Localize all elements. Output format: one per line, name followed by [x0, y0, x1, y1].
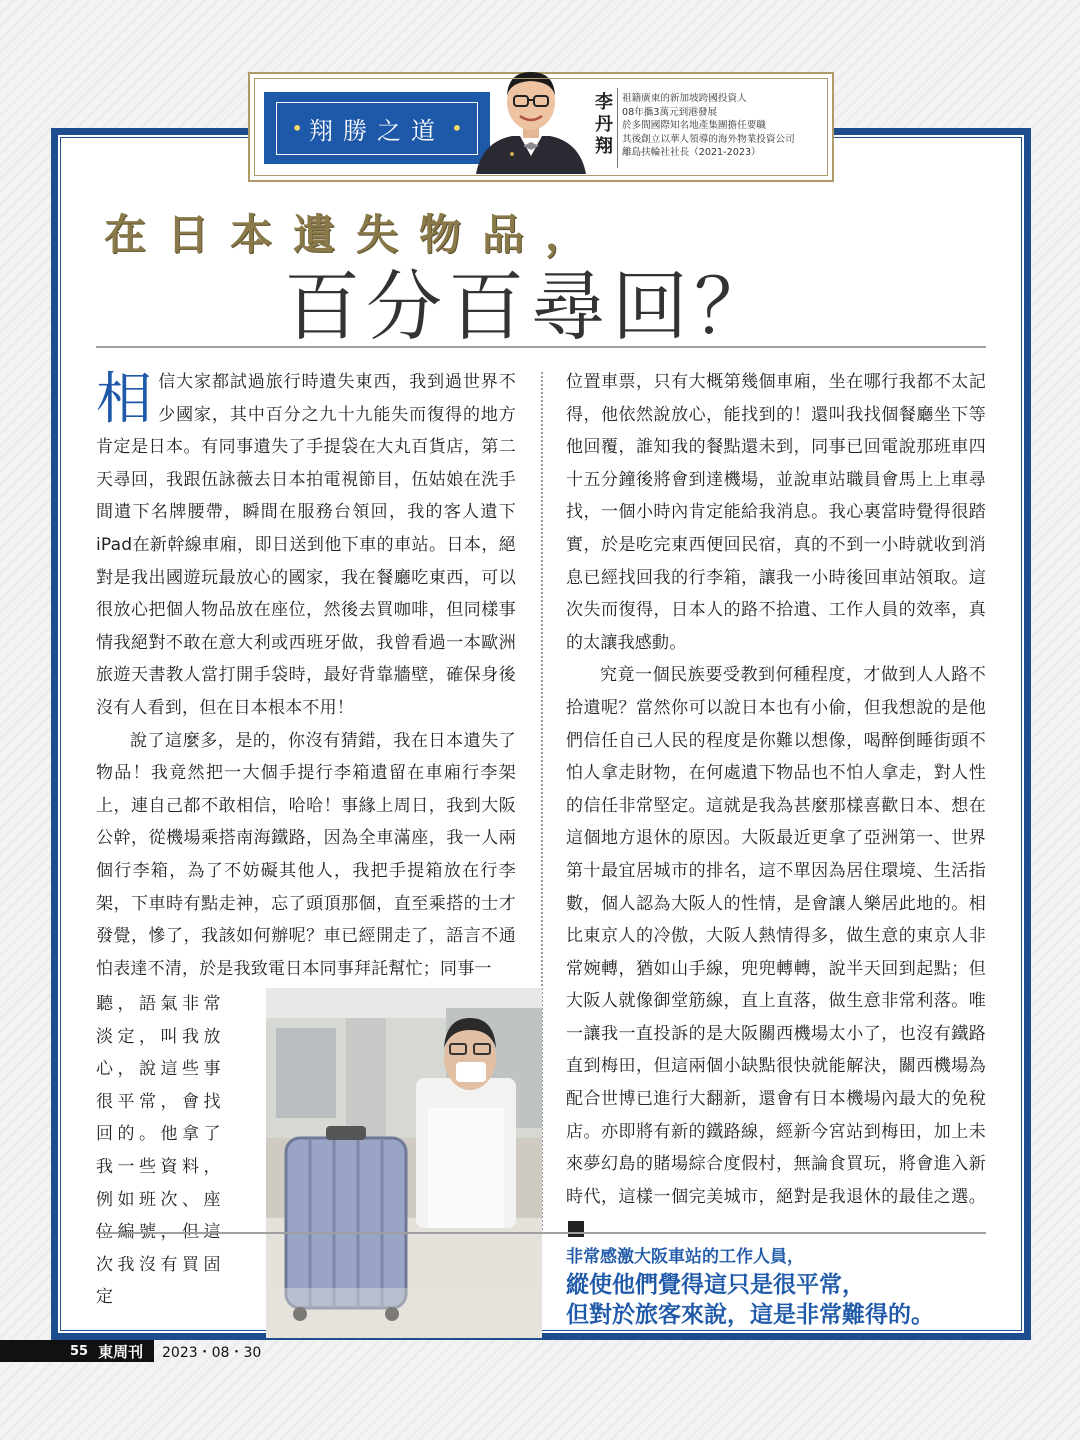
author-bio-line: 祖籍廣東的新加坡跨國投資人 [622, 93, 747, 104]
author-bio [622, 92, 822, 160]
author-divider [617, 88, 618, 168]
end-mark-icon: 東 [568, 1221, 584, 1237]
paragraph-1 [96, 366, 516, 725]
footer-bar [0, 1340, 154, 1362]
photo-caption [566, 1244, 996, 1330]
author-avatar [472, 56, 590, 174]
issue-date: 2023・08・30 [162, 1345, 262, 1361]
author-bio-line: 其後創立以華人領導的海外物業投資公司 [622, 133, 795, 145]
caption-line-2: 縱使他們覺得這只是很平常， [566, 1272, 865, 1298]
top-rule [96, 346, 986, 348]
dot-icon: • [291, 116, 303, 140]
author-bio-line: 於多間國際知名地產集團擔任要職 [622, 120, 766, 132]
paragraph-3: 位置車票，只有大概第幾個車廂，坐在哪行我都不太記得，他依然說放心，能找到的！還叫我找個餐廳坐下等他回覆，誰知我的餐點還未到，同事已回電說那班車四十五分鐘後將會到達機場，並說車站職員會馬上上車尋找，一個小時內肯定能給我消息。我心裏當時覺得很踏實，於是吃完東西便回民宿，真的不到一小時就收到消息已經找回我的行李箱，讓我一小時後回車站領取。這次失而復得，日本人的路不拾遺、工作人員的效率，真的太讓我感動。 [566, 372, 986, 653]
column-name: 翔勝之道 [309, 116, 445, 145]
page-number: 55 [70, 1343, 89, 1359]
caption-line-3: 但對於旅客來說，這是非常難得的。 [566, 1302, 934, 1328]
article-right-column [566, 366, 986, 1246]
paragraph-1-text: 信大家都試過旅行時遺失東西，我到過世界不少國家，其中百分之九十九能失而復得的地方肯定是日本。有同事遺失了手提袋在大丸百貨店，第二天尋回，我跟伍詠薇去日本拍電視節目，伍姑娘在洗手間遺下名牌腰帶，瞬間在服務台領回，我的客人遺下iPad在新幹線車廂，即日送到他下車的車站。日本，絕對是我出國遊玩最放心的國家，我在餐廳吃東西，可以很放心把個人物品放在座位，然後去買咖啡，但同樣事情我絕對不敢在意大利或西班牙做，我曾看過一本歐洲旅遊天書教人當打開手袋時，最好背靠牆壁，確保身後沒有人看到，但在日本根本不用！ [96, 372, 516, 718]
bottom-rule [96, 1232, 986, 1234]
headline-line-2: 百分百尋回？ [284, 262, 776, 351]
column-name-badge [264, 92, 490, 164]
magazine-name: 東周刊 [98, 1342, 144, 1361]
paragraph-2-continued: 聽，語氣非常淡定，叫我放心，說這些事很平常，會找回的。他拿了我一些資料，例如班次、座位編號，但這次我沒有買固定 [96, 994, 225, 1308]
author-name: 李丹翔 [595, 92, 613, 157]
paragraph-2: 說了這麼多，是的，你沒有猜錯，我在日本遺失了物品！我竟然把一大個手提行李箱遺留在車廂行李架上，連自己都不敢相信，哈哈！事緣上周日，我到大阪公幹，從機場乘搭南海鐵路，因為全車滿座，我一人兩個行李箱，為了不妨礙其他人，我把手提箱放在行李架，下車時有點走神，忘了頭頂那個，直至乘搭的士才發覺，慘了，我該如何辦呢？車已經開走了，語言不通怕表達不清，於是我致電日本同事拜託幫忙；同事一 [96, 730, 516, 979]
article-left-column [96, 366, 516, 985]
article-narrow-column [96, 988, 244, 1314]
headline-line-1: 在日本遺失物品， [104, 210, 609, 259]
page-footer [0, 1340, 1080, 1370]
paragraph-4-text: 究竟一個民族要受教到何種程度，才做到人人路不拾遺呢？當然你可以說日本也有小偷，但我想說的是他們信任自己人民的程度是你難以想像，喝醉倒睡街頭不怕人拿走財物，在何處遺下物品也不怕人拿走，對人性的信任非常堅定。這就是我為甚麼那樣喜歡日本、想在這個地方退休的原因。大阪最近更拿了亞洲第一、世界第十最宜居城市的排名，這不單因為居住環境、生活指數，個人認為大阪人的性情，是會讓人樂居此地的。相比東京人的冷傲，大阪人熱情得多，做生意的東京人非常婉轉，猶如山手線，兜兜轉轉，說半天回到起點；但大阪人就像御堂筋線，直上直落，做生意非常利落。唯一讓我一直投訴的是大阪關西機場太小了，也沒有鐵路直到梅田，但這兩個小缺點很快就能解決，關西機場為配合世博已進行大翻新，還會有日本機場內最大的免稅店。亦即將有新的鐵路線，經新今宮站到梅田，加上未來夢幻島的賭場綜合度假村，無論食買玩，將會進入新時代，這樣一個完美城市，絕對是我退休的最佳之選。 [566, 665, 986, 1207]
paragraph-4 [566, 659, 986, 1246]
author-bio-line: 08年攜3萬元到港發展 [622, 106, 718, 118]
drop-cap: 相 [96, 367, 153, 432]
column-header [248, 72, 834, 182]
dot-icon: • [451, 116, 463, 140]
luggage-photo [266, 988, 542, 1338]
author-bio-line: 離島扶輪社社長（2021-2023） [622, 147, 761, 159]
caption-line-1: 非常感激大阪車站的工作人員， [566, 1247, 804, 1267]
